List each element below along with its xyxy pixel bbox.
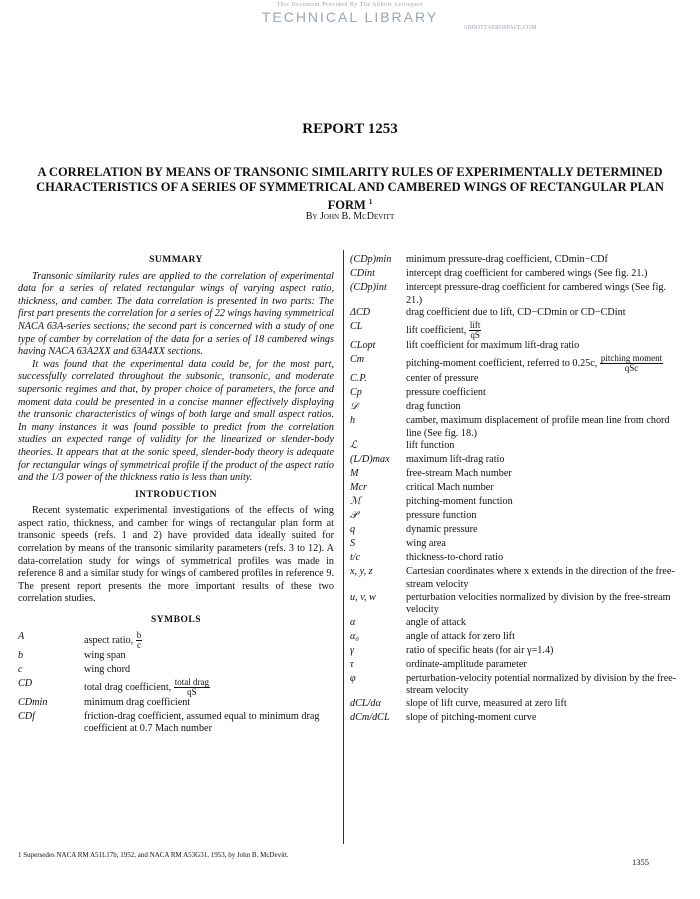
fraction-numerator: lift [469,320,481,331]
symbol-definition [84,650,334,663]
symbol-definition-text: wing area [406,538,446,550]
symbol-definition-text: lift function [406,440,455,452]
symbol-definition [406,617,680,630]
symbol-term: Cm [350,354,365,366]
symbol-definition [406,673,680,698]
watermark-line1: This Document Provided By The Abbott Aerospace [276,2,424,8]
symbol-term: dCm/dCL [350,711,390,723]
symbol-definition [406,645,680,658]
fraction [174,678,210,697]
summary-paragraph-2: It was found that the experimental data could be, for the most part, successfully correlated throughout the subsonic, transonic, and moderate supersonic regimes and that, by proper choice of parameters, the force and moment data could be presented in a concise manner effectively displaying the transonic characteristics of wings of both large and small aspect ratios. In many instances it was found possible to predict from the correlation studies an expected range of validity for the linearized or slender-body theories. It appears that at the sonic speed, slender-body theory is adequate for rectangular wings of symmetrical profile if the product of the aspect ratio and the 1/3 power of the thickness ratio is less than unity. [18,358,334,484]
symbol-definition [406,354,680,373]
symbol-definition [406,415,680,440]
fraction [600,354,663,373]
symbol-definition-text: thickness-to-chord ratio [406,552,504,564]
symbol-definition-text: lift coefficient, [406,325,467,337]
summary-paragraph-1: Transonic similarity rules are applied to the correlation of experimental data for a series of related rectangular wings of varying aspect ratio, thickness, and camber. The data correlation is presented in two parts: The first part presents the correlation for a series of 22 wings having symmetrical NACA 63A-series sections; the second part is concerned with a study of one type of camber by correlation of the data for a series of 18 cambered wings having NACA 63A2XX and 63A4XX sections. [18,270,334,358]
column-divider [343,250,344,844]
watermark-title: TECHNICAL LIBRARY [261,9,439,25]
symbol-term: b [18,649,24,661]
symbol-definition-text: intercept pressure-drag coefficient for cambered wings (See fig. 21.) [406,282,667,306]
symbol-definition [406,387,680,400]
symbol-definition-text: intercept drag coefficient for cambered wings (See fig. 21.) [406,268,648,279]
symbol-term: (CDp)int [350,282,387,293]
symbol-entry [350,268,680,282]
symbol-term: c [18,663,23,675]
symbol-definition [406,282,680,307]
symbol-definition [406,373,680,386]
fraction [469,321,482,340]
left-column [18,254,334,736]
symbol-entry [350,712,680,726]
symbol-definition-text: pitching-moment function [406,496,513,508]
symbol-term: 𝒫 [350,510,358,522]
byline: By John B. McDevitt [305,211,395,222]
symbol-definition [406,566,680,591]
symbol-definition [406,698,680,711]
symbol-entry [350,698,680,712]
introduction-paragraph: Recent systematic experimental investigations of the effects of wing aspect ratio, thickness, and camber for wings of rectangular plan form at transonic speeds (refs. 1 and 2) have provided data ideally suited for correlation by means of the transonic similarity parameters (refs. 3 to 12). A data-correlation study for wings of symmetrical profiles was made in reference 8 and a similar study for wings of cambered profiles in reference 9. The present report presents the more important results of these two correlation studies. [18,505,334,605]
fraction-denominator: qS [187,686,197,697]
symbol-definition [406,482,680,495]
symbol-entry [350,592,680,617]
symbol-entry [350,631,680,645]
symbol-definition [406,454,680,467]
symbol-term: ℳ [350,496,361,508]
symbol-entry [18,631,334,650]
symbol-term: ΔCD [350,307,371,319]
symbol-entry [18,678,334,697]
symbol-entry [350,373,680,387]
symbol-term: (CDp)min [350,254,392,265]
symbol-definition [406,468,680,481]
symbol-entry [18,650,334,664]
symbol-definition [406,631,680,644]
symbol-definition-text: minimum drag coefficient [84,696,191,708]
symbol-term: CDmin [18,696,48,708]
symbol-definition [406,552,680,565]
fraction-numerator: b [136,629,142,640]
page-number: 1355 [632,857,649,867]
symbol-term: A [18,630,25,642]
symbol-entry [350,254,680,268]
symbol-definition-text: ratio of specific heats (for air γ=1.4) [406,644,554,656]
symbol-definition-text: ordinate-amplitude parameter [406,658,527,670]
symbol-term: x, y, z [350,566,373,578]
symbol-term: 𝒟 [350,401,359,413]
fraction-numerator: total drag [174,676,210,687]
symbol-term: CL [350,321,363,333]
symbol-definition-text: Cartesian coordinates where x extends in the direction of the free-stream velocity [406,566,675,590]
title-footnote-mark: 1 [368,198,373,206]
symbol-term: dCL/dα [350,697,381,709]
symbol-definition [406,538,680,551]
symbol-entry [350,401,680,415]
symbols-heading: SYMBOLS [151,615,201,626]
symbol-definition-text: slope of lift curve, measured at zero lift [406,697,567,709]
symbol-definition-text: drag function [406,401,461,413]
fraction-denominator: qSc [624,363,639,374]
symbol-definition [406,401,680,414]
symbol-entry [350,307,680,321]
symbol-term: h [350,415,356,427]
symbol-definition [406,307,680,320]
symbol-definition [84,711,334,736]
symbol-definition [406,524,680,537]
symbol-definition-text: lift coefficient for maximum lift-drag ratio [406,340,580,352]
symbol-definition [406,321,680,340]
symbol-definition [406,440,680,453]
symbol-definition [84,664,334,677]
symbol-entry [350,552,680,566]
symbol-entry [350,538,680,552]
symbol-definition [84,631,334,650]
symbol-definition [406,254,680,267]
symbol-term: α [350,616,356,628]
symbol-term: u, v, w [350,591,376,603]
summary-heading: SUMMARY [149,255,203,265]
symbol-definition [406,268,680,281]
symbol-definition-text: wing chord [84,663,131,675]
symbol-definition-text: camber, maximum displacement of profile mean line from chord line (See fig. 18.) [406,415,670,439]
symbol-entry [18,711,334,736]
symbol-definition-text: pitching-moment coefficient, referred to 0.25c, [406,358,598,370]
symbol-definition-text: perturbation velocities normalized by division by the free-stream velocity [406,591,671,616]
symbol-entry [350,673,680,698]
symbol-definition-text: maximum lift-drag ratio [406,454,505,466]
symbol-definition [406,510,680,523]
watermark-url: ABBOTTAEROSPACE.COM [463,25,537,31]
symbol-entry [350,354,680,373]
symbol-definition-text: center of pressure [406,373,479,385]
symbol-entry [350,387,680,401]
fraction [136,631,143,650]
symbol-definition-text: slope of pitching-moment curve [406,711,537,723]
symbol-definition-text: free-stream Mach number [406,468,512,480]
symbol-definition-text: critical Mach number [406,482,494,494]
symbol-definition [406,496,680,509]
symbol-term: Mcr [350,482,367,494]
symbol-entry [350,524,680,538]
symbol-definition-text: total drag coefficient, [84,681,172,693]
symbol-term: CDint [350,268,375,279]
symbol-entry [350,321,680,340]
symbol-entry [350,340,680,354]
symbol-term: C.P. [350,373,367,385]
symbols-list-right [350,254,680,726]
symbol-entry [350,659,680,673]
symbol-entry [350,496,680,510]
symbol-definition-text: pressure coefficient [406,387,486,399]
symbol-term: Cp [350,387,362,399]
symbol-entry [350,510,680,524]
symbol-definition [84,678,334,697]
symbols-list-left [18,631,334,736]
symbol-term: q [350,524,356,536]
symbol-definition-text: drag coefficient due to lift, CD−CDmin or CD−CDint [406,307,626,319]
symbol-definition-text: angle of attack [406,616,466,628]
symbol-term: S [350,538,356,550]
symbol-entry [350,282,680,307]
symbol-entry [350,440,680,454]
symbol-entry [18,697,334,711]
paper-title: A CORRELATION BY MEANS OF TRANSONIC SIMILARITY RULES OF EXPERIMENTALLY DETERMINED CHARACTERISTICS OF A SERIES OF SYMMETRICAL AND CAMBERED WINGS OF RECTANGULAR PLAN FORM $^1$ [36,165,664,213]
symbol-definition-text: friction-drag coefficient, assumed equal to minimum drag coefficient at 0.7 Mach number [84,710,320,735]
symbol-definition-text: wing span [84,649,126,661]
footnote: 1 Supersedes NACA RM A51L17b, 1952, and NACA RM A53G31, 1953, by John B. McDevitt. [18,851,289,859]
symbol-definition [406,712,680,725]
symbol-definition-text: aspect ratio, [84,634,134,646]
fraction-denominator: c [137,639,142,650]
symbol-term: τ [350,658,354,670]
symbol-definition-text: dynamic pressure [406,524,478,536]
symbol-term: CDf [18,710,35,722]
fraction-numerator: pitching moment [600,353,663,364]
symbol-definition-text: pressure function [406,510,477,522]
right-column [350,254,680,726]
symbol-term: CD [18,677,33,689]
symbol-definition-text: angle of attack for zero lift [406,630,515,642]
introduction-heading: INTRODUCTION [134,489,217,500]
symbol-definition-text: minimum pressure-drag coefficient, CDmin−CDf [406,254,608,265]
symbol-definition [406,340,680,353]
symbol-entry [350,468,680,482]
symbol-term: γ [350,644,355,656]
symbol-entry [350,482,680,496]
symbol-term: φ [350,672,356,684]
symbol-definition [84,697,334,710]
symbol-entry [350,415,680,440]
symbol-entry [350,645,680,659]
symbol-term: (L/D)max [350,454,390,466]
symbol-term: CLopt [350,340,376,352]
symbol-definition-text: perturbation-velocity potential normalized by division by the free-stream velocity [406,672,677,697]
symbol-term: M [350,468,359,480]
symbol-entry [350,566,680,591]
symbol-definition [406,659,680,672]
symbol-entry [350,617,680,631]
fraction-denominator: qS [470,330,480,341]
symbol-entry [18,664,334,678]
symbol-term: t/c [350,552,361,564]
report-number: REPORT 1253 [302,121,398,137]
symbol-entry [350,454,680,468]
symbol-term: ℒ [350,440,358,452]
symbol-term: α₀ [350,630,359,642]
symbol-definition [406,592,680,617]
